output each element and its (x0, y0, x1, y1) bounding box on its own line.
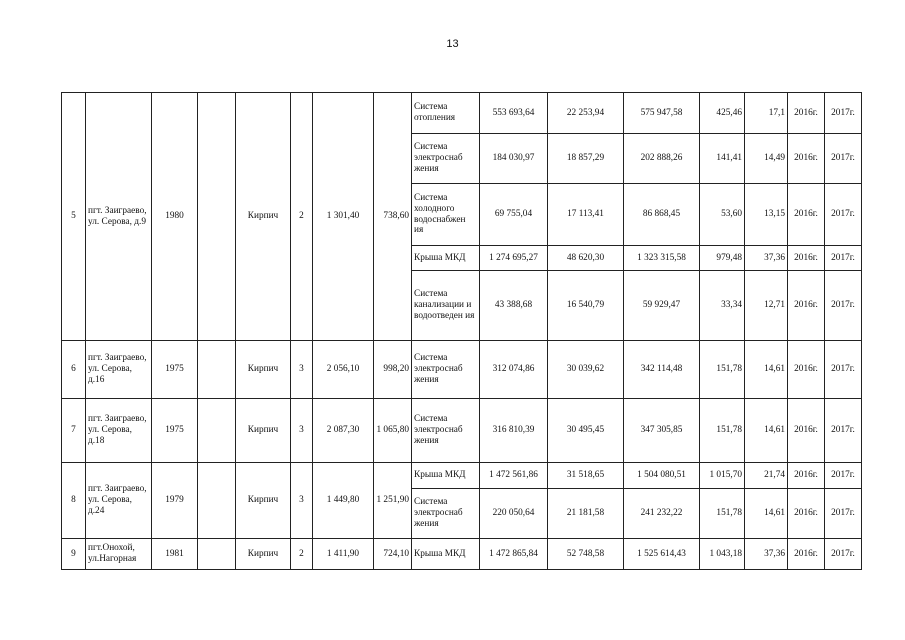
empty-cell (198, 341, 236, 399)
table-row (62, 93, 862, 134)
cost-per-unit: 151,78 (700, 341, 745, 399)
cost-rate: 21,74 (745, 463, 788, 489)
living-area: 998,20 (374, 341, 412, 399)
cost-total: 1 323 315,58 (624, 246, 700, 271)
cost-total: 575 947,58 (624, 93, 700, 134)
cost-total: 1 504 080,51 (624, 463, 700, 489)
year-start: 2016г. (788, 271, 825, 341)
wall-material: Кирпич (236, 341, 291, 399)
year-end: 2017г. (825, 539, 862, 570)
year-start: 2016г. (788, 341, 825, 399)
building-address: пгт. Заиграево, ул. Серова, д.18 (86, 399, 152, 463)
floor-count: 3 (291, 463, 313, 539)
cost-per-unit: 33,34 (700, 271, 745, 341)
cost-rate: 14,49 (745, 134, 788, 184)
cost-value-1: 312 074,86 (480, 341, 548, 399)
cost-value-1: 316 810,39 (480, 399, 548, 463)
cost-value-1: 220 050,64 (480, 489, 548, 539)
building-address: пгт.Онохой, ул.Нагорная (86, 539, 152, 570)
cost-total: 342 114,48 (624, 341, 700, 399)
cost-value-2: 22 253,94 (548, 93, 624, 134)
cost-total: 202 888,26 (624, 134, 700, 184)
table-body (62, 93, 862, 570)
year-end: 2017г. (825, 184, 862, 246)
cost-per-unit: 151,78 (700, 489, 745, 539)
cost-value-2: 18 857,29 (548, 134, 624, 184)
cost-value-2: 31 518,65 (548, 463, 624, 489)
cost-rate: 14,61 (745, 399, 788, 463)
year-end: 2017г. (825, 93, 862, 134)
cost-rate: 14,61 (745, 341, 788, 399)
cost-total: 86 868,45 (624, 184, 700, 246)
building-number: 9 (62, 539, 86, 570)
cost-value-1: 1 274 695,27 (480, 246, 548, 271)
cost-per-unit: 979,48 (700, 246, 745, 271)
building-number: 6 (62, 341, 86, 399)
building-address: пгт. Заиграево, ул. Серова, д.24 (86, 463, 152, 539)
year-end: 2017г. (825, 134, 862, 184)
year-end: 2017г. (825, 399, 862, 463)
cost-value-1: 69 755,04 (480, 184, 548, 246)
year-start: 2016г. (788, 184, 825, 246)
table-row (62, 539, 862, 570)
cost-per-unit: 425,46 (700, 93, 745, 134)
empty-cell (198, 463, 236, 539)
year-start: 2016г. (788, 539, 825, 570)
work-type: Крыша МКД (412, 539, 480, 570)
year-end: 2017г. (825, 489, 862, 539)
work-type: Система холодного водоснабжен ия (412, 184, 480, 246)
year-end: 2017г. (825, 271, 862, 341)
capital-repair-table (61, 92, 862, 570)
total-area: 2 087,30 (313, 399, 374, 463)
wall-material: Кирпич (236, 463, 291, 539)
cost-value-2: 17 113,41 (548, 184, 624, 246)
cost-total: 59 929,47 (624, 271, 700, 341)
living-area: 1 065,80 (374, 399, 412, 463)
building-year: 1979 (152, 463, 198, 539)
work-type: Крыша МКД (412, 246, 480, 271)
year-end: 2017г. (825, 341, 862, 399)
wall-material: Кирпич (236, 93, 291, 341)
year-start: 2016г. (788, 246, 825, 271)
cost-value-1: 43 388,68 (480, 271, 548, 341)
building-number: 7 (62, 399, 86, 463)
cost-per-unit: 1 043,18 (700, 539, 745, 570)
building-address: пгт. Заиграево, ул. Серова, д.16 (86, 341, 152, 399)
year-start: 2016г. (788, 93, 825, 134)
work-type: Система электроснаб жения (412, 399, 480, 463)
cost-value-2: 16 540,79 (548, 271, 624, 341)
living-area: 724,10 (374, 539, 412, 570)
year-start: 2016г. (788, 134, 825, 184)
building-year: 1981 (152, 539, 198, 570)
work-type: Система отопления (412, 93, 480, 134)
cost-value-2: 30 039,62 (548, 341, 624, 399)
cost-per-unit: 151,78 (700, 399, 745, 463)
building-year: 1975 (152, 341, 198, 399)
empty-cell (198, 539, 236, 570)
cost-value-2: 30 495,45 (548, 399, 624, 463)
empty-cell (198, 399, 236, 463)
work-type: Система канализации и водоотведен ия (412, 271, 480, 341)
floor-count: 3 (291, 399, 313, 463)
year-start: 2016г. (788, 489, 825, 539)
table-row (62, 463, 862, 489)
living-area: 738,60 (374, 93, 412, 341)
cost-total: 347 305,85 (624, 399, 700, 463)
floor-count: 2 (291, 539, 313, 570)
cost-rate: 12,71 (745, 271, 788, 341)
cost-rate: 13,15 (745, 184, 788, 246)
year-end: 2017г. (825, 463, 862, 489)
cost-value-1: 184 030,97 (480, 134, 548, 184)
year-start: 2016г. (788, 399, 825, 463)
building-number: 5 (62, 93, 86, 341)
wall-material: Кирпич (236, 539, 291, 570)
living-area: 1 251,90 (374, 463, 412, 539)
work-type: Крыша МКД (412, 463, 480, 489)
page-number: 13 (446, 38, 459, 50)
cost-per-unit: 141,41 (700, 134, 745, 184)
year-start: 2016г. (788, 463, 825, 489)
cost-value-2: 48 620,30 (548, 246, 624, 271)
work-type: Система электроснаб жения (412, 134, 480, 184)
total-area: 1 411,90 (313, 539, 374, 570)
building-year: 1980 (152, 93, 198, 341)
building-address: пгт. Заиграево, ул. Серова, д.9 (86, 93, 152, 341)
cost-value-1: 1 472 561,86 (480, 463, 548, 489)
cost-rate: 37,36 (745, 246, 788, 271)
table-row (62, 341, 862, 399)
cost-value-1: 553 693,64 (480, 93, 548, 134)
cost-total: 1 525 614,43 (624, 539, 700, 570)
cost-rate: 17,1 (745, 93, 788, 134)
cost-total: 241 232,22 (624, 489, 700, 539)
year-end: 2017г. (825, 246, 862, 271)
total-area: 1 301,40 (313, 93, 374, 341)
cost-rate: 37,36 (745, 539, 788, 570)
empty-cell (198, 93, 236, 341)
cost-value-2: 21 181,58 (548, 489, 624, 539)
cost-rate: 14,61 (745, 489, 788, 539)
table-row (62, 399, 862, 463)
work-type: Система электроснаб жения (412, 489, 480, 539)
floor-count: 2 (291, 93, 313, 341)
total-area: 2 056,10 (313, 341, 374, 399)
cost-per-unit: 53,60 (700, 184, 745, 246)
cost-value-1: 1 472 865,84 (480, 539, 548, 570)
cost-per-unit: 1 015,70 (700, 463, 745, 489)
floor-count: 3 (291, 341, 313, 399)
cost-value-2: 52 748,58 (548, 539, 624, 570)
work-type: Система электроснаб жения (412, 341, 480, 399)
building-year: 1975 (152, 399, 198, 463)
wall-material: Кирпич (236, 399, 291, 463)
total-area: 1 449,80 (313, 463, 374, 539)
building-number: 8 (62, 463, 86, 539)
